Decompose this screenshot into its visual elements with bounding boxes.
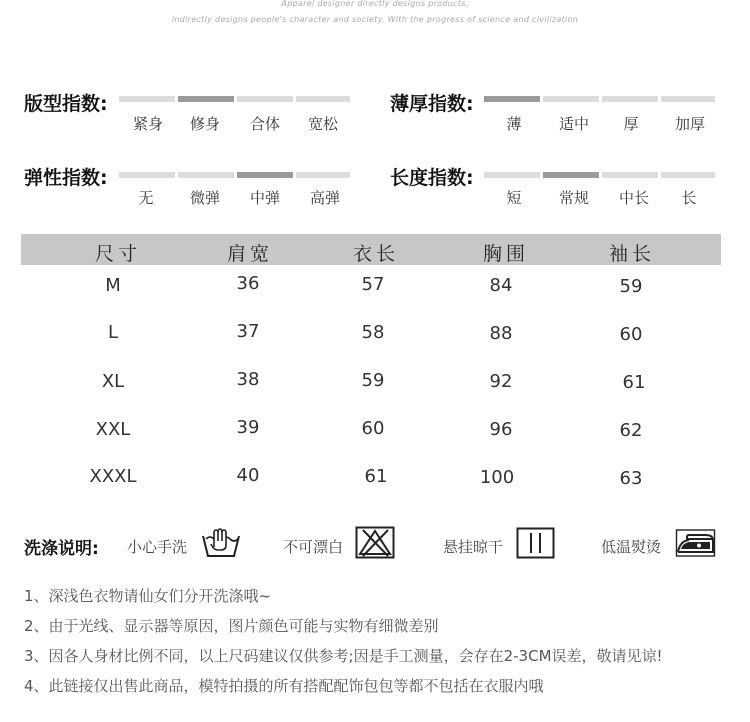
fit-index-title: 版型指数: (24, 93, 108, 115)
column-header-chest: 胸围 (482, 243, 529, 265)
cell-size: XL (101, 371, 125, 392)
hand-wash-icon (200, 527, 242, 559)
cell-shoulder: 39 (236, 417, 260, 438)
thickness-index-title: 薄厚指数: (390, 93, 474, 115)
fit-option: 合体 (249, 115, 280, 133)
cell-chest: 84 (489, 275, 513, 296)
hang-dry-icon (516, 527, 555, 559)
thickness-option: 适中 (558, 115, 589, 133)
length-bar-segment (543, 172, 599, 178)
fit-bar-segment (237, 96, 293, 102)
elasticity-bar-segment (119, 172, 175, 178)
cell-length: 61 (364, 466, 388, 487)
cell-chest: 88 (489, 323, 513, 344)
cell-shoulder: 40 (236, 465, 260, 486)
thickness-bar-segment (543, 96, 599, 102)
fit-option: 修身 (189, 115, 220, 133)
fit-option: 宽松 (307, 115, 338, 133)
fit-bar-segment (296, 96, 350, 102)
thickness-option: 加厚 (674, 115, 705, 133)
cell-size: XXXL (89, 466, 137, 487)
thickness-bar-segment (602, 96, 658, 102)
length-option: 长 (681, 189, 697, 207)
care-title: 洗涤说明: (24, 539, 99, 559)
thickness-option: 厚 (623, 115, 639, 133)
elasticity-option: 中弹 (249, 189, 280, 207)
cell-size: XXL (95, 419, 131, 440)
elasticity-option: 无 (138, 189, 154, 207)
fit-bar-segment (119, 96, 175, 102)
cell-chest: 96 (489, 419, 513, 440)
cell-sleeve: 62 (619, 420, 643, 441)
note-item: 2、由于光线、显示器等原因，图片颜色可能与实物有细微差别 (24, 617, 439, 635)
tagline-line-2: indirectly designs people's character and society. With the progress of science and civilization (171, 15, 579, 24)
cell-sleeve: 61 (622, 372, 646, 393)
cell-sleeve: 59 (619, 276, 643, 297)
note-item: 1、深浅色衣物请仙女们分开洗涤哦~ (24, 587, 272, 605)
note-item: 4、此链接仅出售此商品，模特拍摄的所有搭配配饰包包等都不包括在衣服内哦 (24, 677, 544, 695)
cell-shoulder: 38 (236, 369, 260, 390)
column-header-size: 尺寸 (94, 243, 141, 265)
note-item: 3、因各人身材比例不同，以上尺码建议仅供参考;因是手工测量，会存在2-3CM误差，敬请见谅! (24, 647, 663, 665)
thickness-bar-segment (661, 96, 715, 102)
cell-length: 58 (361, 322, 385, 343)
cell-size: M (105, 275, 121, 296)
cell-shoulder: 37 (236, 321, 260, 342)
cell-length: 60 (361, 418, 385, 439)
care-label-low-iron: 低温熨烫 (601, 538, 662, 556)
length-option: 短 (506, 189, 522, 207)
care-label-no-bleach: 不可漂白 (283, 538, 344, 556)
elasticity-index-title: 弹性指数: (24, 167, 108, 189)
length-index-title: 长度指数: (390, 167, 474, 189)
no-bleach-icon (355, 526, 395, 559)
cell-sleeve: 63 (619, 468, 643, 489)
elasticity-option: 高弹 (309, 189, 340, 207)
cell-length: 59 (361, 370, 385, 391)
length-bar-segment (484, 172, 540, 178)
fit-option: 紧身 (132, 115, 163, 133)
fit-bar-segment (178, 96, 234, 102)
cell-chest: 92 (489, 371, 513, 392)
elasticity-option: 微弹 (189, 189, 220, 207)
tagline-line-1: Apparel designer directly designs products, (281, 0, 469, 8)
length-bar-segment (602, 172, 658, 178)
column-header-length: 衣长 (352, 243, 399, 265)
cell-chest: 100 (479, 467, 515, 488)
elasticity-bar-segment (296, 172, 350, 178)
care-label-hang-dry: 悬挂晾干 (443, 538, 504, 556)
thickness-option: 薄 (506, 115, 522, 133)
care-label-hand-wash: 小心手洗 (127, 538, 188, 556)
elasticity-bar-segment (178, 172, 234, 178)
cell-shoulder: 36 (236, 273, 260, 294)
length-option: 常规 (558, 189, 589, 207)
cell-length: 57 (361, 274, 385, 295)
column-header-shoulder: 肩宽 (226, 243, 273, 265)
cell-size: L (107, 322, 119, 343)
column-header-sleeve: 袖长 (608, 243, 655, 265)
low-iron-icon (675, 527, 716, 559)
length-option: 中长 (618, 189, 649, 207)
cell-sleeve: 60 (619, 324, 643, 345)
length-bar-segment (661, 172, 715, 178)
thickness-bar-segment (484, 96, 540, 102)
elasticity-bar-segment (237, 172, 293, 178)
